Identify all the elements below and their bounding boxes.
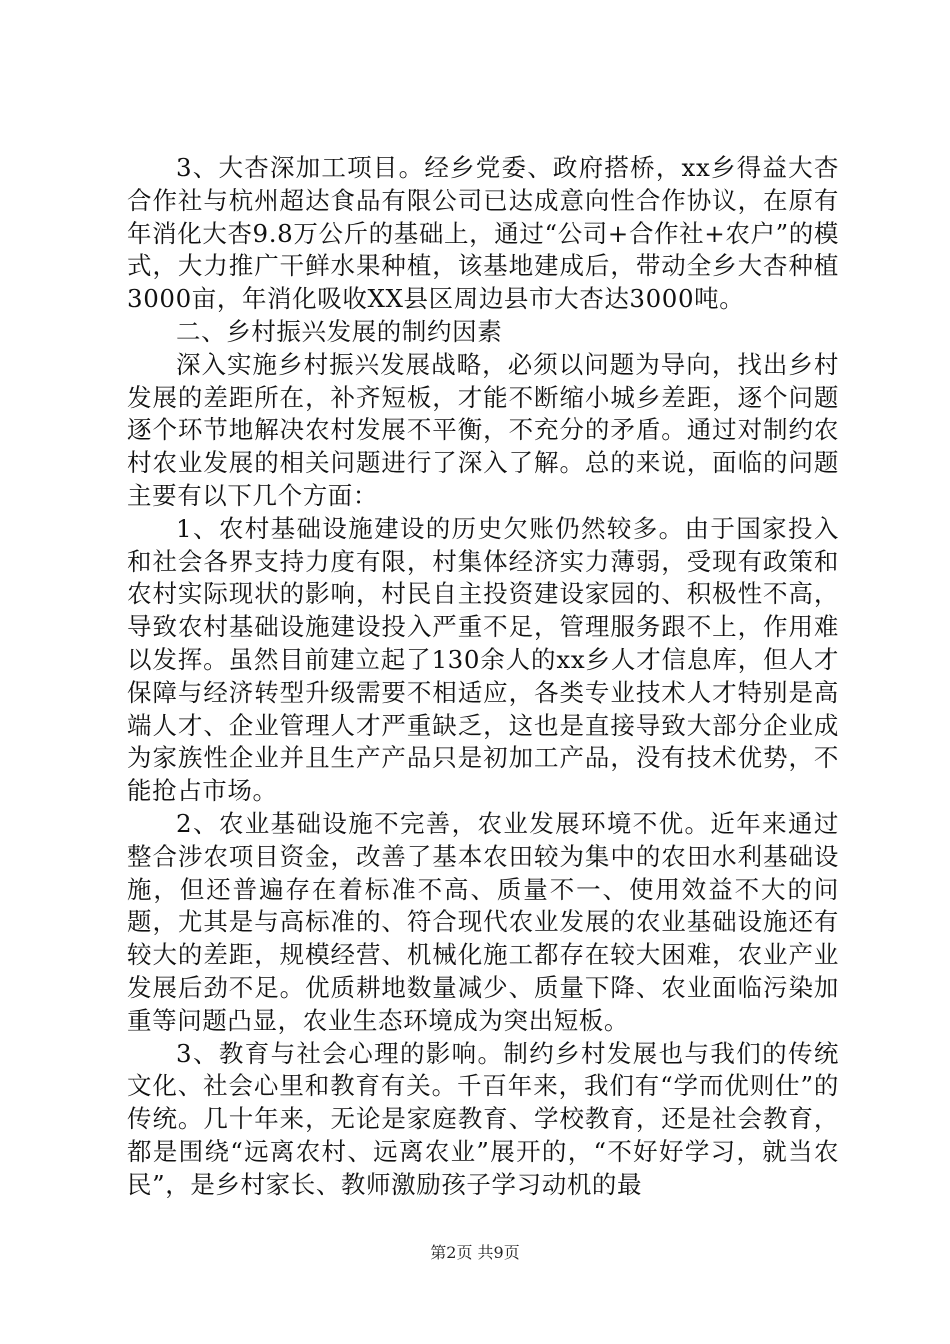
section-heading-constraints: 二、乡村振兴发展的制约因素	[176, 316, 503, 346]
paragraph-education: 3、教育与社会心理的影响。制约乡村发展也与我们的传统文化、社会心里和教育有关。千百年来，我们有“学而优则仕”的传统。几十年来，无论是家庭教育、学校教育，还是社会教育，都是围绕“远离农村、远离农业”展开的，“不好好学习，就当农民”，是乡村家长、教师激励孩子学习动机的最	[127, 1038, 839, 1199]
paragraph-intro: 深入实施乡村振兴发展战略，必须以问题为导向，找出乡村发展的差距所在，补齐短板，才能不断缩小城乡差距，逐个问题逐个环节地解决农村发展不平衡，不充分的矛盾。通过对制约农村农业发展的相关问题进行了深入了解。总的来说，面临的问题主要有以下几个方面：	[127, 349, 839, 510]
paragraph-infrastructure: 1、农村基础设施建设的历史欠账仍然较多。由于国家投入和社会各界支持力度有限，村集体经济实力薄弱，受现有政策和农村实际现状的影响，村民自主投资建设家园的、积极性不高，导致农村基础设施建设投入严重不足，管理服务跟不上，作用难以发挥。虽然目前建立起了130余人的xx乡人才信息库，但人才保障与经济转型升级需要不相适应，各类专业技术人才特别是高端人才、企业管理人才严重缺乏，这也是直接导致大部分企业成为家族性企业并且生产产品只是初加工产品，没有技术优势，不能抢占市场。	[127, 513, 839, 806]
page-number: 第2页 共9页	[430, 1243, 520, 1262]
paragraph-apricot-project: 3、大杏深加工项目。经乡党委、政府搭桥，xx乡得益大杏合作社与杭州超达食品有限公司已达成意向性合作协议，在原有年消化大杏9.8万公斤的基础上，通过“公司+合作社+农户”的模式，大力推广干鲜水果种植，该基地建成后，带动全乡大杏种植3000亩，年消化吸收XX县区周边县市大杏达3000吨。	[127, 153, 839, 314]
document-body	[127, 152, 839, 1202]
paragraph-agriculture-facilities: 2、农业基础设施不完善，农业发展环境不优。近年来通过整合涉农项目资金，改善了基本农田较为集中的农田水利基础设施，但还普遍存在着标准不高、质量不一、使用效益不大的问题，尤其是与高标准的、符合现代农业发展的农业基础设施还有较大的差距，规模经营、机械化施工都存在较大困难，农业产业发展后劲不足。优质耕地数量减少、质量下降、农业面临污染加重等问题凸显，农业生态环境成为突出短板。	[127, 808, 839, 1035]
